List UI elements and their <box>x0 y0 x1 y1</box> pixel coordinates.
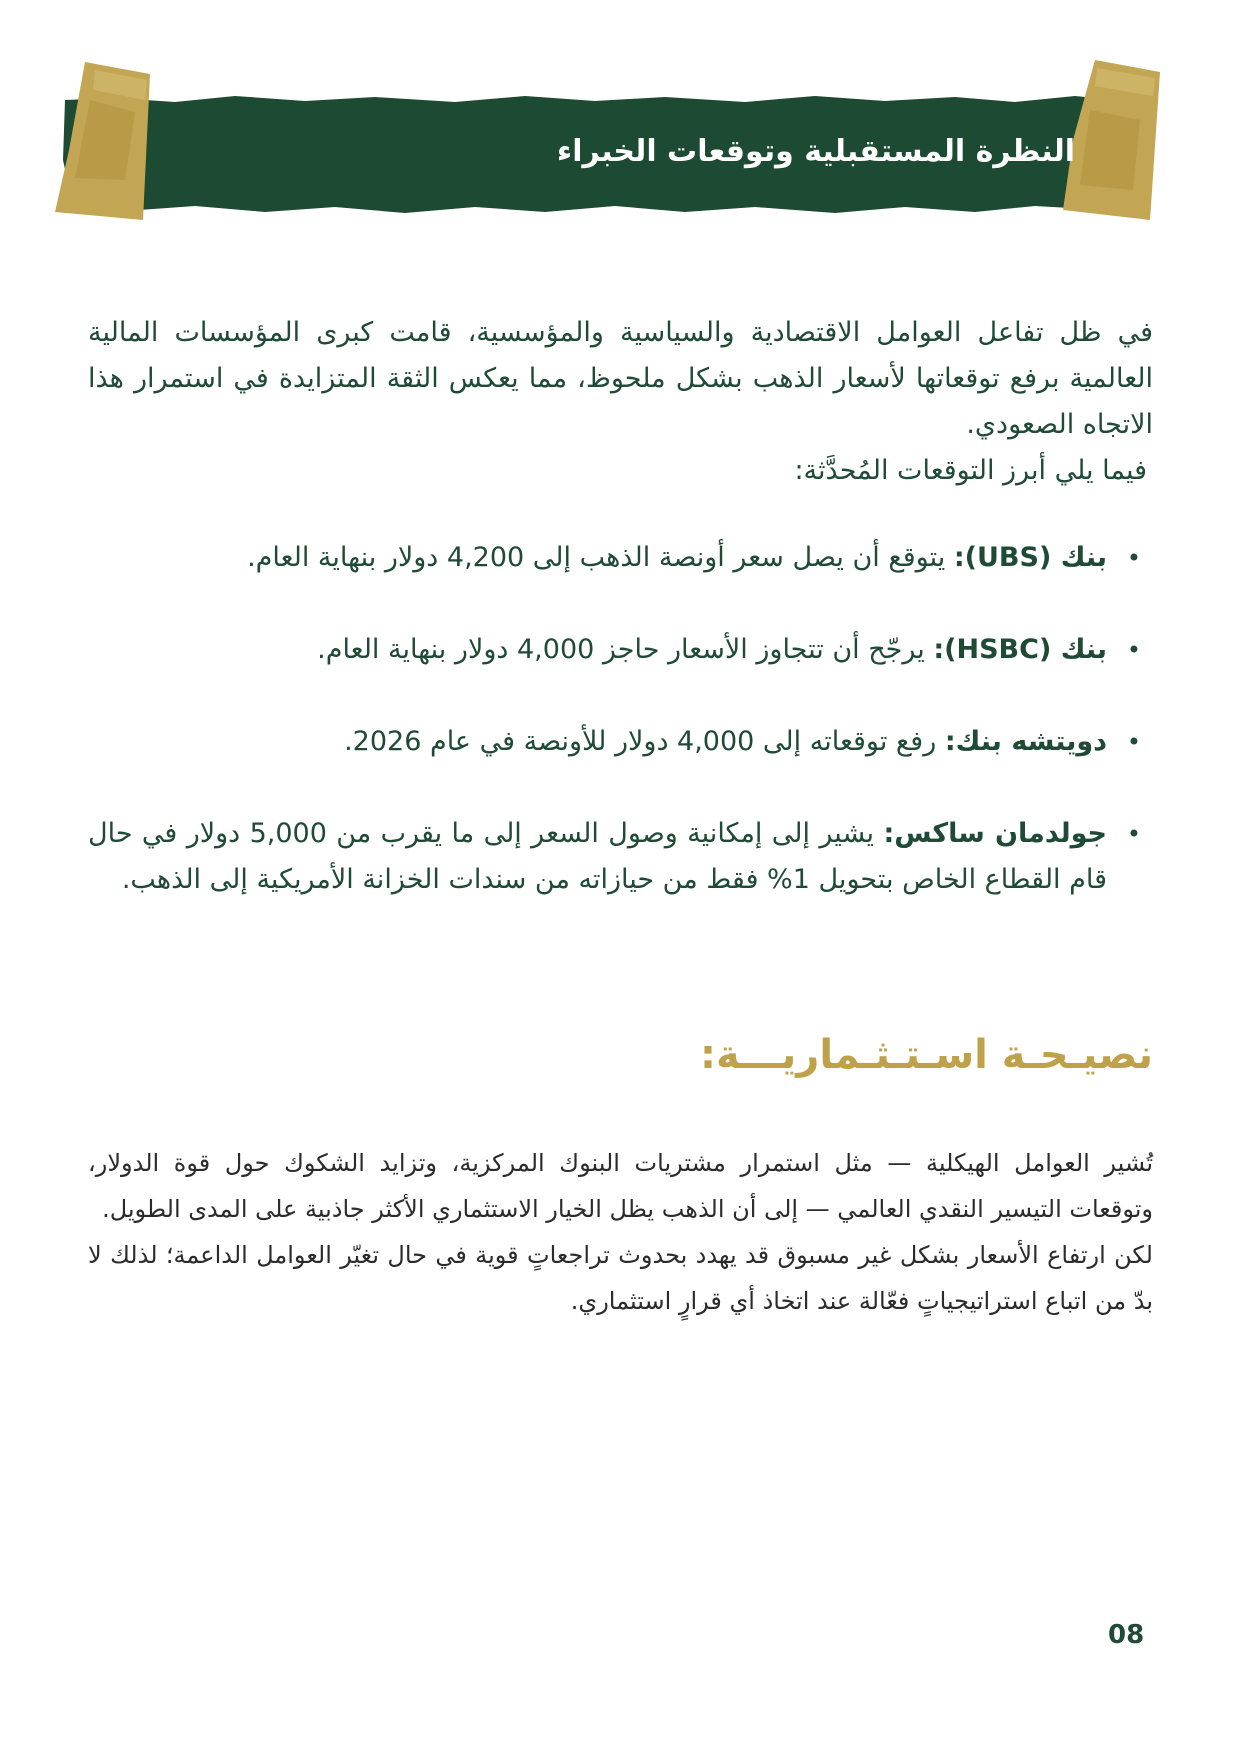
advice-paragraph-1: تُشير العوامل الهيكلية — مثل استمرار مشتريات البنوك المركزية، وتزايد الشكوك حول قوة الدولار، وتوقعات التيسير النقدي العالمي — إلى أن الذهب يظل الخيار الاستثماري الأكثر جاذبية على المدى الطويل. <box>88 1149 1153 1223</box>
right-tape <box>1063 60 1160 220</box>
forecast-item-deutsche <box>88 719 1145 765</box>
advice-heading: نصيـحـة اسـتـثـماريـــة: <box>700 1032 1153 1078</box>
intro-paragraph: في ظل تفاعل العوامل الاقتصادية والسياسية والمؤسسية، قامت كبرى المؤسسات المالية العالمية برفع توقعاتها لأسعار الذهب بشكل ملحوظ، مما يعكس الثقة المتزايدة في استمرار هذا الاتجاه الصعودي. <box>88 317 1153 440</box>
forecast-label: بنك (UBS): <box>953 542 1107 573</box>
forecast-text: يرجّح أن تتجاوز الأسعار حاجز 4,000 دولار بنهاية العام. <box>317 634 934 665</box>
forecast-list <box>88 535 1145 949</box>
section-banner <box>55 60 1185 250</box>
page-title: النظرة المستقبلية وتوقعات الخبراء <box>556 134 1075 169</box>
forecast-text: رفع توقعاته إلى 4,000 دولار للأونصة في عام 2026. <box>344 726 945 757</box>
page-number: 08 <box>1108 1620 1145 1650</box>
forecast-text: يتوقع أن يصل سعر أونصة الذهب إلى 4,200 دولار بنهاية العام. <box>247 542 954 573</box>
forecast-label: جولدمان ساكس: <box>883 818 1108 849</box>
forecast-item-goldman <box>88 811 1145 903</box>
forecasts-lead: فيما يلي أبرز التوقعات المُحدَّثة: <box>794 455 1147 486</box>
forecast-label: بنك (HSBC): <box>933 634 1107 665</box>
forecast-item-hsbc <box>88 627 1145 673</box>
forecast-item-ubs <box>88 535 1145 581</box>
advice-section <box>88 1140 1153 1324</box>
advice-paragraph-2: لكن ارتفاع الأسعار بشكل غير مسبوق قد يهدد بحدوث تراجعاتٍ قوية في حال تغيّر العوامل الداعمة؛ لذلك لا بدّ من اتباع استراتيجياتٍ فعّالة عند اتخاذ أي قرارٍ استثماري. <box>88 1241 1153 1315</box>
intro-section <box>88 310 1153 494</box>
forecast-label: دويتشه بنك: <box>944 726 1107 757</box>
forecast-text: يشير إلى إمكانية وصول السعر إلى ما يقرب من 5,000 دولار في حال قام القطاع الخاص بتحويل 1% فقط من حيازاته من سندات الخزانة الأمريكية إلى الذهب. <box>88 818 1107 895</box>
